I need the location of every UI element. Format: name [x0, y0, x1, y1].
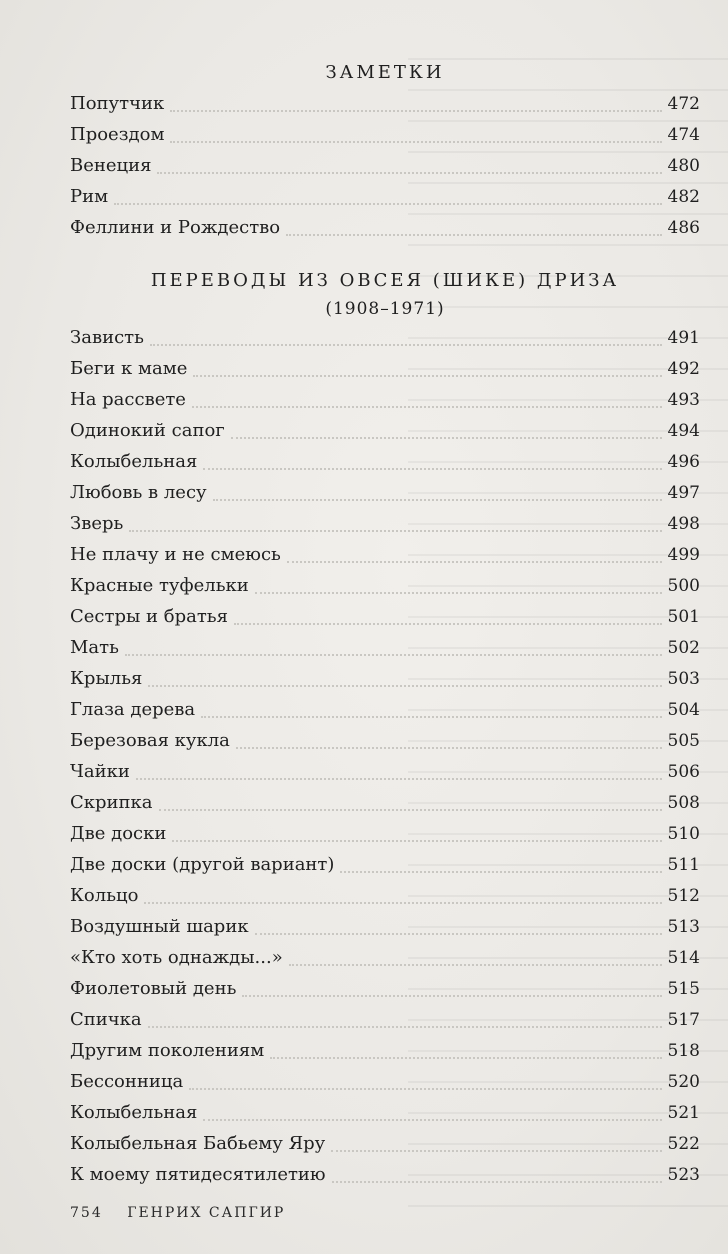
leader-dots: [331, 1149, 661, 1152]
toc-entry-page: 522: [667, 1134, 700, 1154]
leader-dots: [242, 994, 661, 997]
toc-entry-page: 512: [667, 886, 700, 906]
toc-entry-title: Зависть: [70, 327, 144, 348]
toc-entry[interactable]: [70, 818, 700, 849]
leader-dots: [201, 715, 661, 718]
toc-entry[interactable]: [70, 601, 700, 632]
toc-entry-page: 517: [667, 1010, 700, 1030]
toc-entry-title: Любовь в лесу: [70, 482, 207, 503]
toc-entry-title: На рассвете: [70, 389, 186, 410]
toc-entry-page: 474: [667, 125, 700, 145]
toc-entry[interactable]: [70, 88, 700, 119]
toc-entry[interactable]: [70, 880, 700, 911]
leader-dots: [136, 777, 662, 780]
toc-entry[interactable]: [70, 694, 700, 725]
toc-entry-title: Попутчик: [70, 93, 165, 114]
toc-entry-title: Феллини и Рождество: [70, 217, 281, 238]
leader-dots: [148, 1025, 662, 1028]
leader-dots: [170, 140, 661, 143]
toc-entry-title: Беги к маме: [70, 358, 188, 379]
toc-entry-title: Венеция: [70, 155, 152, 176]
toc-entry-page: 503: [667, 669, 700, 689]
toc-entry[interactable]: [70, 756, 700, 787]
leader-dots: [189, 1087, 661, 1090]
toc-entry-page: 518: [667, 1041, 700, 1061]
leader-dots: [289, 963, 662, 966]
toc-entry-page: 482: [667, 187, 700, 207]
toc-entry-page: 514: [667, 948, 700, 968]
toc-entry[interactable]: [70, 663, 700, 694]
toc-entry-title: Колыбельная Бабьему Яру: [70, 1133, 326, 1154]
toc-entry-title: Кольцо: [70, 885, 139, 906]
toc-entry-page: 486: [667, 218, 700, 238]
toc-entry[interactable]: [70, 787, 700, 818]
toc-entry[interactable]: [70, 632, 700, 663]
toc-entry[interactable]: [70, 119, 700, 150]
toc-entry-title: Скрипка: [70, 792, 153, 813]
toc-entry[interactable]: [70, 1159, 700, 1190]
toc-entry-page: 513: [667, 917, 700, 937]
leader-dots: [193, 374, 661, 377]
leader-dots: [150, 343, 662, 346]
leader-dots: [192, 405, 662, 408]
toc-entry-page: 501: [667, 607, 700, 627]
toc-entry-page: 505: [667, 731, 700, 751]
toc-entry[interactable]: [70, 1128, 700, 1159]
toc-entry-page: 511: [667, 855, 700, 875]
toc-entry-page: 493: [667, 390, 700, 410]
toc-entry[interactable]: [70, 415, 700, 446]
toc-entry-title: Спичка: [70, 1009, 142, 1030]
toc-entry[interactable]: [70, 181, 700, 212]
toc-entry-title: Березовая кукла: [70, 730, 230, 751]
leader-dots: [234, 622, 662, 625]
toc-entry-title: «Кто хоть однажды...»: [70, 947, 283, 968]
leader-dots: [203, 467, 661, 470]
leader-dots: [157, 171, 661, 174]
toc-entry-title: Сестры и братья: [70, 606, 228, 627]
toc-entry-title: Мать: [70, 637, 119, 658]
page-number: 754: [70, 1205, 103, 1221]
toc-entry-title: Зверь: [70, 513, 124, 534]
leader-dots: [172, 839, 661, 842]
toc-entry-title: Красные туфельки: [70, 575, 249, 596]
toc-entry[interactable]: [70, 570, 700, 601]
leader-dots: [270, 1056, 661, 1059]
toc-entry-page: 497: [667, 483, 700, 503]
toc-entry[interactable]: [70, 384, 700, 415]
leader-dots: [236, 746, 662, 749]
toc-entry-title: К моему пятидесятилетию: [70, 1164, 326, 1185]
leader-dots: [114, 202, 661, 205]
toc-entry-title: Одинокий сапог: [70, 420, 225, 441]
section-subtitle: (1908–1971): [325, 299, 445, 319]
section-title: ЗАМЕТКИ: [325, 62, 445, 83]
toc-entry-page: 472: [667, 94, 700, 114]
leader-dots: [255, 932, 662, 935]
toc-entry-title: Две доски: [70, 823, 167, 844]
toc-entry-title: Колыбельная: [70, 1102, 198, 1123]
toc-list: [70, 88, 700, 243]
leader-dots: [340, 870, 661, 873]
toc-entry-title: Другим поколениям: [70, 1040, 265, 1061]
toc-entry-page: 508: [667, 793, 700, 813]
toc-entry-page: 523: [667, 1165, 700, 1185]
toc-entry[interactable]: [70, 446, 700, 477]
toc-entry[interactable]: [70, 1004, 700, 1035]
leader-dots: [287, 560, 662, 563]
section-title: ПЕРЕВОДЫ ИЗ ОВСЕЯ (ШИКЕ) ДРИЗА: [150, 270, 620, 291]
toc-entry-page: 502: [667, 638, 700, 658]
leader-dots: [203, 1118, 661, 1121]
leader-dots: [213, 498, 662, 501]
toc-entry-title: Воздушный шарик: [70, 916, 249, 937]
toc-entry[interactable]: [70, 539, 700, 570]
toc-section-notes: [70, 58, 700, 243]
toc-entry-title: Фиолетовый день: [70, 978, 237, 999]
toc-section-translations: [70, 266, 700, 1190]
toc-entry[interactable]: [70, 942, 700, 973]
toc-entry-title: Колыбельная: [70, 451, 198, 472]
toc-list: [70, 322, 700, 1190]
toc-entry-page: 491: [667, 328, 700, 348]
toc-entry[interactable]: [70, 725, 700, 756]
toc-entry-title: Проездом: [70, 124, 165, 145]
toc-entry[interactable]: [70, 1035, 700, 1066]
running-head: ГЕНРИХ САПГИР: [127, 1205, 286, 1221]
toc-entry-page: 515: [667, 979, 700, 999]
toc-entry-title: Две доски (другой вариант): [70, 854, 335, 875]
toc-entry[interactable]: [70, 322, 700, 353]
toc-entry[interactable]: [70, 911, 700, 942]
toc-entry-page: 504: [667, 700, 700, 720]
leader-dots: [231, 436, 662, 439]
leader-dots: [148, 684, 661, 687]
toc-entry-title: Чайки: [70, 761, 130, 782]
toc-entry[interactable]: [70, 150, 700, 181]
toc-entry[interactable]: [70, 477, 700, 508]
leader-dots: [170, 109, 661, 112]
toc-entry-page: 498: [667, 514, 700, 534]
toc-entry-page: 494: [667, 421, 700, 441]
toc-entry-title: Не плачу и не смеюсь: [70, 544, 281, 565]
leader-dots: [159, 808, 662, 811]
toc-entry-page: 499: [667, 545, 700, 565]
toc-entry[interactable]: [70, 1066, 700, 1097]
leader-dots: [125, 653, 662, 656]
toc-entry-title: Крылья: [70, 668, 143, 689]
toc-entry[interactable]: [70, 212, 700, 243]
toc-entry-page: 496: [667, 452, 700, 472]
toc-entry[interactable]: [70, 353, 700, 384]
toc-entry[interactable]: [70, 973, 700, 1004]
toc-entry-page: 480: [667, 156, 700, 176]
toc-entry[interactable]: [70, 508, 700, 539]
toc-entry-title: Глаза дерева: [70, 699, 196, 720]
leader-dots: [332, 1180, 662, 1183]
leader-dots: [255, 591, 662, 594]
toc-entry-title: Бессонница: [70, 1071, 184, 1092]
toc-entry[interactable]: [70, 1097, 700, 1128]
toc-entry-page: 506: [667, 762, 700, 782]
toc-entry-page: 510: [667, 824, 700, 844]
leader-dots: [144, 901, 661, 904]
toc-entry-page: 500: [667, 576, 700, 596]
page-footer: [70, 1205, 285, 1221]
leader-dots: [129, 529, 661, 532]
toc-entry-page: 492: [667, 359, 700, 379]
toc-entry-page: 520: [667, 1072, 700, 1092]
toc-entry-page: 521: [667, 1103, 700, 1123]
toc-entry[interactable]: [70, 849, 700, 880]
toc-entry-title: Рим: [70, 186, 109, 207]
leader-dots: [286, 233, 661, 236]
